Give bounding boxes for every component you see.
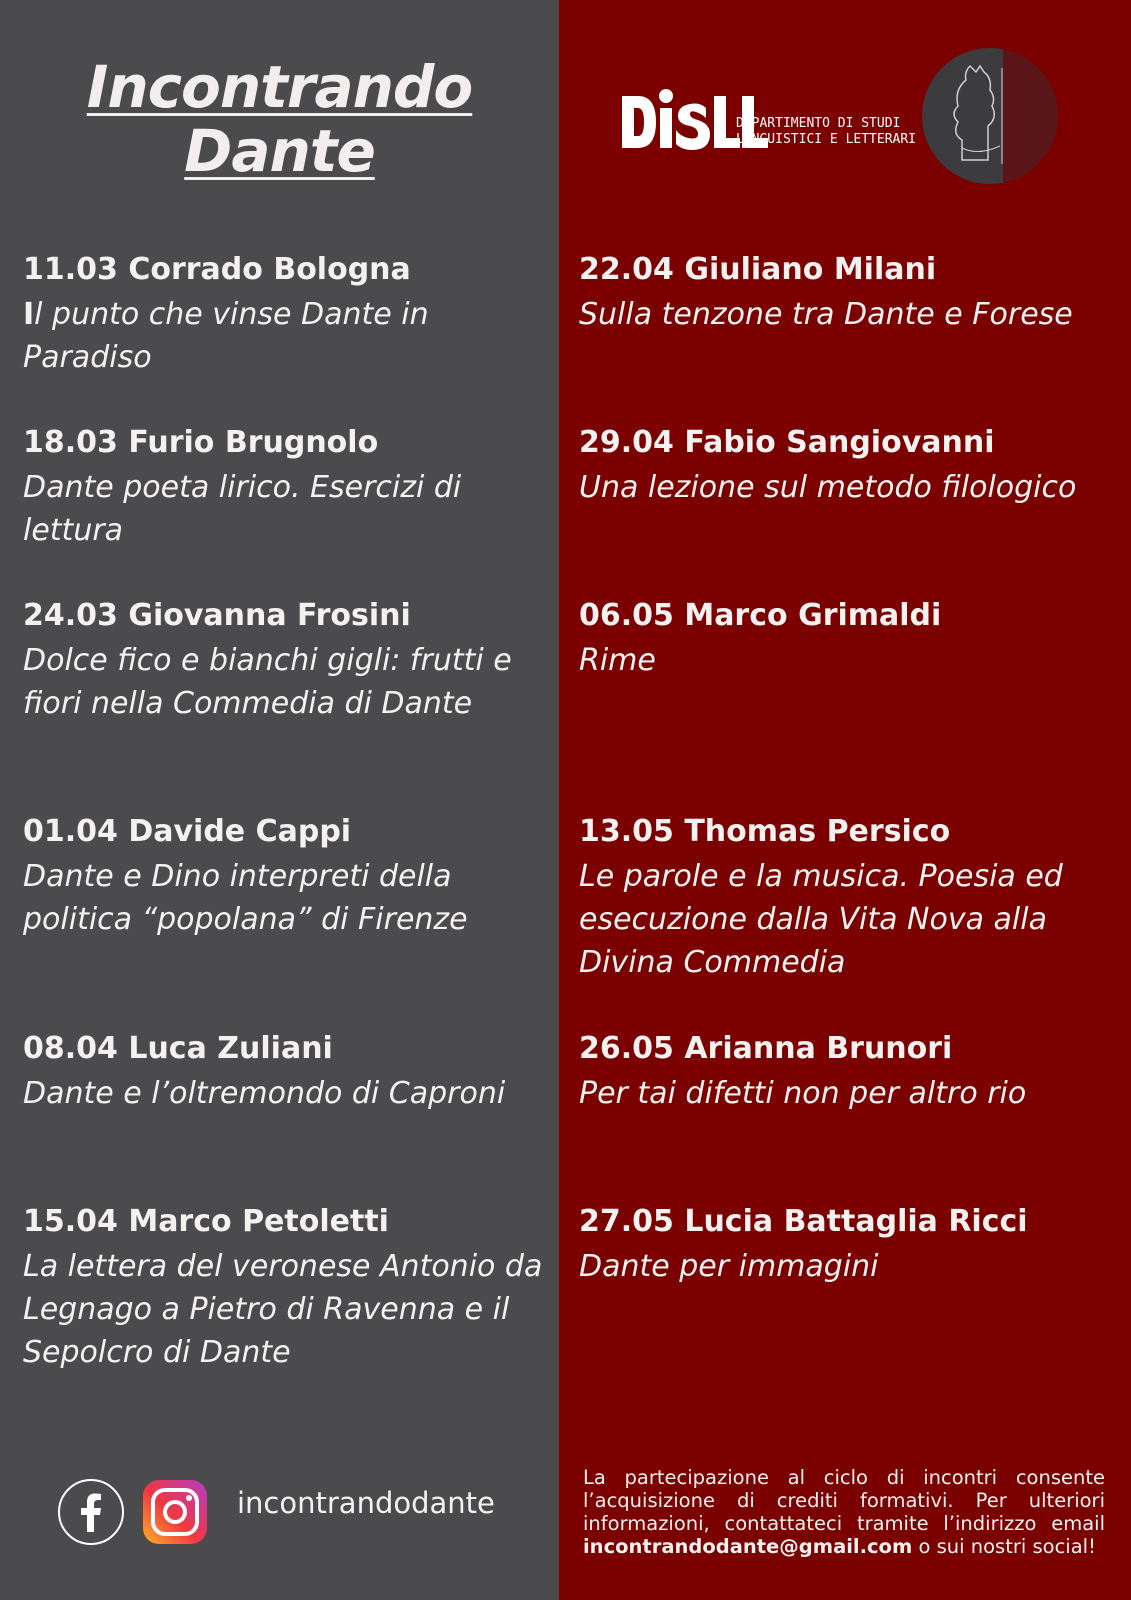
dept-name-line-2: LINGUISTICI E LETTERARI	[736, 132, 917, 147]
incontrando-dante-seal	[922, 48, 1058, 184]
event-item	[579, 598, 1109, 682]
event-item	[23, 252, 543, 379]
social-handle[interactable]: incontrandodante	[237, 1486, 495, 1520]
event-item	[579, 1204, 1109, 1288]
dept-name-line-1: DIPARTIMENTO DI STUDI	[736, 116, 901, 131]
footer-note-text: La partecipazione al ciclo di incontri consente l’acquisizione di crediti formativi. Per ulteriori informazioni, contattateci tramite l’indirizzo email	[583, 1466, 1105, 1535]
dante-profile-icon	[922, 48, 1058, 184]
event-date-speaker: 18.03 Furio Brugnolo	[23, 425, 379, 460]
contact-email[interactable]: incontrandodante@gmail.com	[583, 1535, 913, 1558]
event-title: Sulla tenzone tra Dante e Forese	[579, 297, 1073, 332]
event-date-speaker: 01.04 Davide Cappi	[23, 814, 352, 849]
event-item	[23, 598, 543, 725]
instagram-icon[interactable]	[141, 1478, 209, 1546]
event-date-speaker: 13.05 Thomas Persico	[579, 814, 951, 849]
right-panel	[559, 0, 1131, 1600]
page-title	[0, 55, 559, 183]
footer-note	[583, 1466, 1105, 1558]
event-title: Dante per immagini	[579, 1249, 879, 1284]
event-title: Dante poeta lirico. Esercizi di lettura	[23, 470, 462, 548]
event-title: Dolce fico e bianchi gigli: frutti e fiori nella Commedia di Dante	[23, 643, 512, 721]
facebook-icon[interactable]	[57, 1478, 125, 1546]
event-item	[23, 814, 543, 941]
event-date-speaker: 29.04 Fabio Sangiovanni	[579, 425, 995, 460]
title-line-2: Dante	[184, 117, 375, 185]
event-date-speaker: 15.04 Marco Petoletti	[23, 1204, 389, 1239]
event-title: Rime	[579, 643, 656, 678]
event-title: Dante e l’oltremondo di Caproni	[23, 1076, 506, 1111]
event-title: La lettera del veronese Antonio da Legnago a Pietro di Ravenna e il Sepolcro di Dante	[23, 1249, 543, 1370]
disll-logo	[620, 78, 920, 158]
event-item	[579, 1031, 1109, 1115]
event-title: Le parole e la musica. Poesia ed esecuzione dalla Vita Nova alla Divina Commedia	[579, 859, 1063, 980]
event-item	[23, 1031, 543, 1115]
event-item	[579, 252, 1109, 336]
event-date-speaker: 27.05 Lucia Battaglia Ricci	[579, 1204, 1028, 1239]
event-date-speaker: 08.04 Luca Zuliani	[23, 1031, 333, 1066]
event-item	[23, 425, 543, 552]
title-line-1: Incontrando	[86, 53, 473, 121]
event-title: Per tai difetti non per altro rio	[579, 1076, 1027, 1111]
event-title: Il punto che vinse Dante in Paradiso	[23, 297, 429, 375]
event-date-speaker: 06.05 Marco Grimaldi	[579, 598, 942, 633]
event-date-speaker: 26.05 Arianna Brunori	[579, 1031, 953, 1066]
event-item	[23, 1204, 543, 1374]
footer-note-end: o sui nostri social!	[918, 1535, 1096, 1558]
event-date-speaker: 22.04 Giuliano Milani	[579, 252, 937, 287]
event-item	[579, 425, 1109, 509]
event-title: Una lezione sul metodo filologico	[579, 470, 1077, 505]
event-date-speaker: 24.03 Giovanna Frosini	[23, 598, 411, 633]
event-title: Dante e Dino interpreti della politica “popolana” di Firenze	[23, 859, 468, 937]
event-date-speaker: 11.03 Corrado Bologna	[23, 252, 411, 287]
event-item	[579, 814, 1109, 984]
